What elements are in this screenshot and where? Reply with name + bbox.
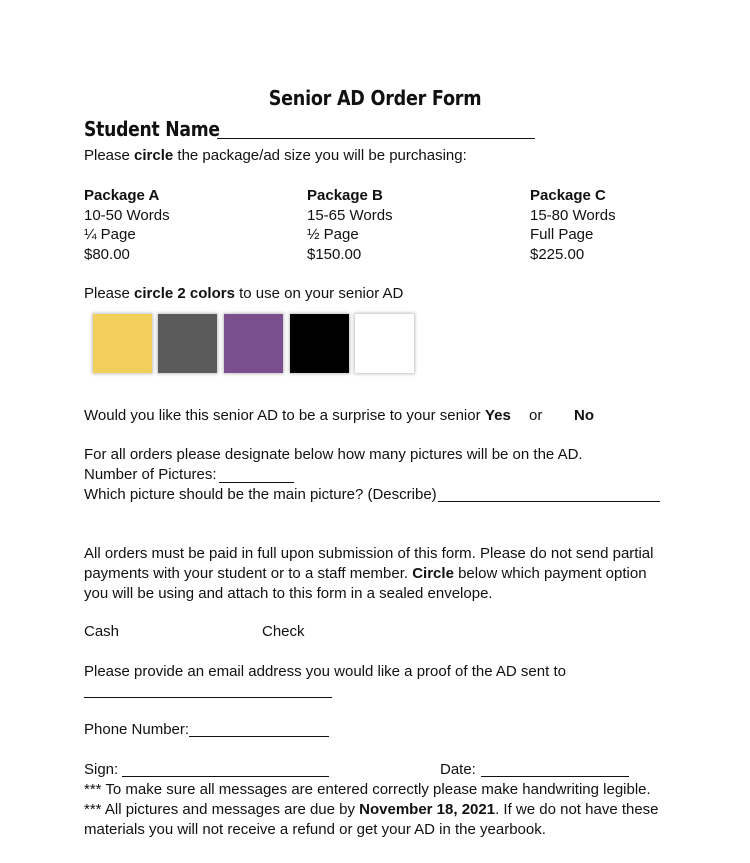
color-swatch-black[interactable] [290,314,349,373]
sign-label: Sign: [84,761,119,778]
package-a[interactable] [84,186,170,264]
color-swatch-yellow[interactable] [93,314,152,373]
notes [84,780,659,840]
email-field[interactable] [84,697,332,698]
package-name: Package C [530,187,606,204]
email-label: Please provide an email address you would like a proof of the AD sent to [84,663,566,680]
color-swatch-gray[interactable] [158,314,217,373]
package-words: 15-80 Words [530,206,616,224]
note-deadline: *** All pictures and messages are due by November 18, 2021. If we do not have these [84,801,659,818]
payment-option-cash[interactable]: Cash [84,623,120,640]
package-name: Package A [84,187,160,204]
note-legible: *** To make sure all messages are entered correctly please make handwriting legible. [84,781,651,798]
student-name-label: Student Name [84,117,220,141]
package-price: $150.00 [307,245,362,263]
package-instructions: Please circle the package/ad size you will be purchasing: [84,147,467,164]
package-words: 15-65 Words [307,206,393,224]
picture-count-field[interactable] [219,482,294,483]
date-label: Date: [440,761,476,778]
phone-field[interactable] [189,736,329,737]
picture-count-label: Number of Pictures: [84,466,217,483]
color-swatch-white[interactable] [355,314,414,373]
surprise-yes-option[interactable]: Yes [485,407,511,424]
package-size: Full Page [530,226,594,244]
payment-option-check[interactable]: Check [262,623,305,640]
date-field[interactable] [481,776,629,777]
color-swatch-purple[interactable] [224,314,283,373]
package-c[interactable] [530,186,616,264]
color-instructions: Please circle 2 colors to use on your senior AD [84,285,404,302]
package-size: ½ Page [307,226,359,244]
sign-field[interactable] [122,776,329,777]
surprise-question: Would you like this senior AD to be a surprise to your senior [84,407,481,424]
package-price: $225.00 [530,245,585,263]
surprise-or: or [529,407,543,424]
note-refund: materials you will not receive a refund or get your AD in the yearbook. [84,821,546,838]
package-b[interactable] [307,186,393,264]
phone-label: Phone Number: [84,721,190,738]
payment-instructions: All orders must be paid in full upon submission of this form. Please do not send partial payments with your student or to a staff member. Circle below which payment option you will be using and attach to this form in a sealed envelope. [84,545,654,602]
package-size: ¼ Page [84,226,136,244]
package-price: $80.00 [84,245,130,263]
main-picture-label: Which picture should be the main picture? (Describe) [84,486,437,503]
surprise-no-option[interactable]: No [574,407,594,424]
package-words: 10-50 Words [84,206,170,224]
main-picture-field[interactable] [438,501,660,502]
form-title: Senior AD Order Form [268,86,482,110]
pictures-instructions: For all orders please designate below how many pictures will be on the AD. [84,446,583,463]
package-name: Package B [307,187,383,204]
student-name-field[interactable] [217,138,535,139]
